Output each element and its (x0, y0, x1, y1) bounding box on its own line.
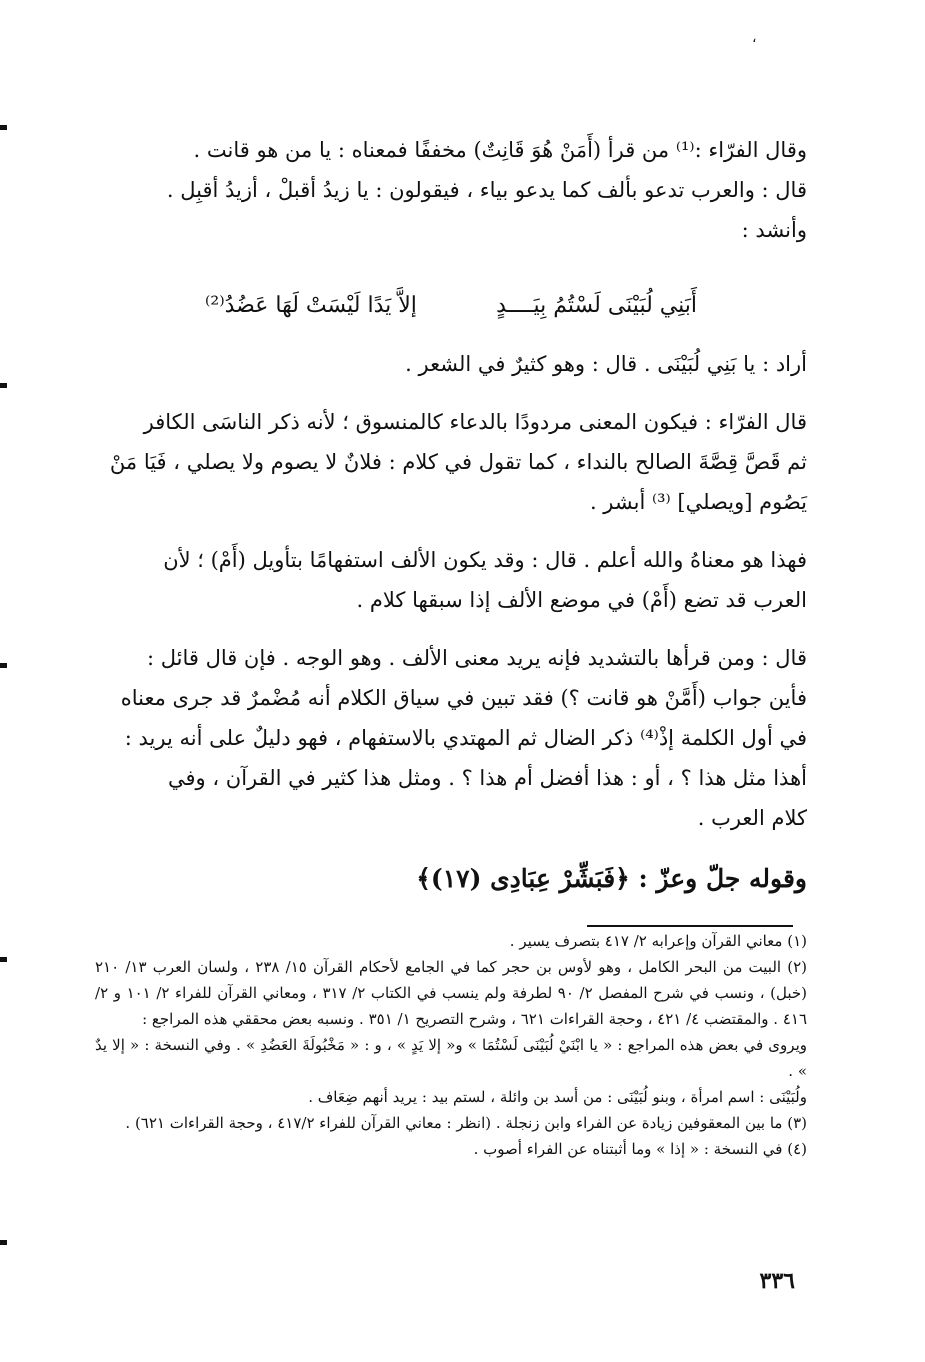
edge-mark (0, 1240, 7, 1245)
footnote: (١) معاني القرآن وإعرابه ٢/ ٤١٧ بتصرف يسير . (509, 932, 807, 950)
paragraph (95, 638, 807, 838)
footnote: (٢) البيت من البحر الكامل ، وهو لأوس بن حجر كما في الجامع لأحكام القرآن ١٥/ ٢٣٨ ، ولسان العرب ١٣/ ٢١٠ (خبل) ، ونسب في شرح المفصل ٢/ ٩٠ لطرفة ولم ينسب في الكتاب ٢/ ٣١٧ ، ومعاني القرآن للفراء ٢/ ١٠١ و ٢/ ٤١٦ . والمقتضب ٤/ ٤٢١ ، وحجة القراءات ٦٢١ ، وشرح التصريح ١/ ٣٥١ . ونسبه بعض محققي هذه المراجع : (95, 958, 808, 1028)
quran-verse-heading: وقوله جلّ وعزّ : ﴿فَبَشِّرْ عِبَادِى (١٧)﴾ (416, 864, 807, 893)
text-line: وقال الفرّاء :⁽¹⁾ من قرأ (أَمَنْ هُوَ قَانِتٌ) مخففًا فمعناه : يا من هو قانت . (193, 138, 807, 162)
main-text (95, 130, 807, 924)
text-line: يَصُوم [ويصلي] ⁽³⁾ أبشر . (589, 490, 807, 514)
verse-first-hemistich: أَبَنِي لُبَيْنَى لَسْتُمُ بِيَــــدٍ (496, 293, 697, 318)
footnote: (٤) في النسخة : « إذا » وما أثبتناه عن الفراء أصوب . (473, 1140, 807, 1158)
paragraph (95, 402, 807, 522)
edge-mark (0, 957, 7, 962)
text-line: فهذا هو معناهُ والله أعلم . قال : وقد يكون الألف استفهامًا بتأويل (أَمْ) ؛ لأن (163, 548, 807, 572)
footnote: ولُبَيْنَى : اسم امرأة ، وبنو لُبَيْنَى : من أسد بن وائلة ، لستم بيد : يريد أنهم ضِعَاف . (308, 1088, 807, 1106)
paragraph (95, 130, 807, 250)
verse-second-hemistich: إلاَّ يَدًا لَيْسَتْ لَهَا عَضُدُ⁽²⁾ (205, 293, 417, 318)
paragraph (95, 344, 807, 384)
corner-mark: ، (752, 30, 757, 46)
text-line: فأين جواب (أَمَّنْ هو قانت ؟) فقد تبين في سياق الكلام أنه مُضْمرٌ قد جرى معناه (120, 686, 807, 710)
footnote-divider (587, 925, 793, 927)
page-number: ٣٣٦ (759, 1268, 795, 1294)
text-line: قال الفرّاء : فيكون المعنى مردودًا بالدعاء كالمنسوق ؛ لأنه ذكر الناسَى الكافر (143, 410, 807, 434)
text-line: قال : ومن قرأها بالتشديد فإنه يريد معنى الألف . وهو الوجه . فإن قال قائل : (146, 646, 807, 670)
footnote: ويروى في بعض هذه المراجع : « يا ابْنَيْ لُبَيْنَى لَسْتُمَا » و« إلا يَدٍ » ، و : « مَخْبُولَةَ العَضُدِ » . وفي النسخة : « إلا يدٌ » . (95, 1036, 807, 1080)
text-line: قال : والعرب تدعو بألف كما يدعو بياء ، فيقولون : يا زيدُ أقبلْ ، أزيدُ أقبِل . (166, 178, 807, 202)
footnotes (95, 928, 807, 1162)
text-line: أراد : يا بَنِي لُبَيْنَى . قال : وهو كثيرٌ في الشعر . (405, 352, 807, 376)
edge-mark (0, 125, 7, 130)
text-line: أهذا مثل هذا ؟ ، أو : هذا أفضل أم هذا ؟ . ومثل هذا كثير في القرآن ، وفي (167, 766, 807, 790)
edge-mark (0, 663, 7, 668)
edge-mark (0, 383, 7, 388)
footnote: (٣) ما بين المعقوفين زيادة عن الفراء وابن زنجلة . (انظر : معاني القرآن للفراء ٤١٧/٢ ، وحجة القراءات ٦٢١) . (125, 1114, 807, 1132)
text-line: في أول الكلمة إذْ⁽⁴⁾ ذكر الضال ثم المهتدي بالاستفهام ، فهو دليلٌ على أنه يريد : (124, 726, 807, 750)
paragraph (95, 540, 807, 620)
poetry-verse (95, 268, 807, 344)
text-line: وأنشد : (741, 218, 807, 242)
text-line: كلام العرب . (697, 806, 807, 830)
text-line: العرب قد تضع (أَمْ) في موضع الألف إذا سبقها كلام . (356, 588, 807, 612)
text-line: ثم قَصَّ قِصَّةَ الصالح بالنداء ، كما تقول في كلام : فلانٌ لا يصوم ولا يصلي ، فَيَا مَنْ (109, 450, 807, 474)
